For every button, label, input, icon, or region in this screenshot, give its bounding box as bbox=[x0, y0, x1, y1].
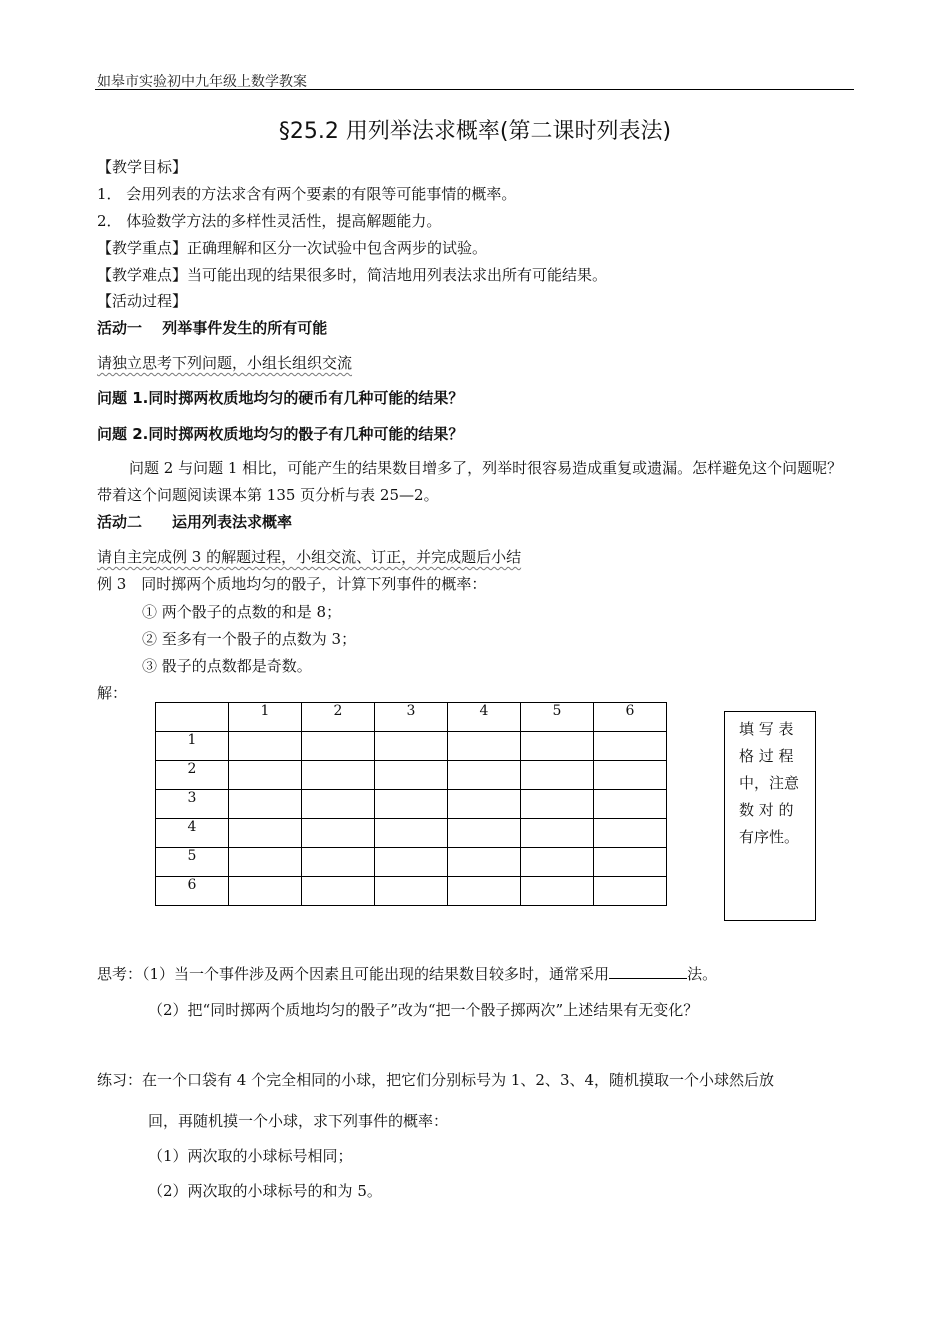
table-cell[interactable] bbox=[448, 877, 521, 906]
example-item: ① 两个骰子的点数的和是 8； bbox=[142, 603, 342, 621]
process-label: 【活动过程】 bbox=[97, 292, 188, 310]
activity1-paragraph bbox=[97, 455, 855, 509]
page-title: §25.2 用列举法求概率(第二课时列表法) bbox=[278, 119, 672, 144]
table-cell[interactable] bbox=[302, 790, 375, 819]
think-q2: （2）把“同时掷两个质地均匀的骰子”改为“把一个骰子掷两次”上述结果有无变化？ bbox=[148, 1001, 699, 1019]
table-cell[interactable] bbox=[521, 848, 594, 877]
table-cell[interactable] bbox=[375, 819, 448, 848]
activity2-instruction: 请自主完成例 3 的解题过程，小组交流、订正，并完成题后小结 bbox=[97, 548, 522, 566]
col-header: 4 bbox=[448, 703, 521, 732]
table-cell[interactable] bbox=[521, 819, 594, 848]
table-cell[interactable] bbox=[229, 877, 302, 906]
difficulty: 【教学难点】当可能出现的结果很多时，简洁地用列表法求出所有可能结果。 bbox=[97, 266, 608, 284]
table-cell[interactable] bbox=[375, 732, 448, 761]
table-cell[interactable] bbox=[448, 790, 521, 819]
table-cell[interactable] bbox=[521, 761, 594, 790]
table-cell[interactable] bbox=[229, 848, 302, 877]
table-cell[interactable] bbox=[229, 790, 302, 819]
row-header: 6 bbox=[156, 877, 229, 906]
dice-table bbox=[155, 702, 667, 906]
think-q1-suffix: 法。 bbox=[687, 965, 718, 983]
table-cell[interactable] bbox=[594, 819, 667, 848]
goals-label: 【教学目标】 bbox=[97, 158, 188, 176]
col-header: 2 bbox=[302, 703, 375, 732]
table-cell[interactable] bbox=[375, 877, 448, 906]
table-cell[interactable] bbox=[594, 848, 667, 877]
header-rule bbox=[95, 89, 854, 90]
table-cell[interactable] bbox=[521, 732, 594, 761]
activity1-heading: 活动一 列举事件发生的所有可能 bbox=[97, 319, 328, 337]
table-cell[interactable] bbox=[302, 732, 375, 761]
table-cell[interactable] bbox=[521, 790, 594, 819]
goal-item: 2． 体验数学方法的多样性灵活性，提高解题能力。 bbox=[97, 212, 442, 230]
example-item: ② 至多有一个骰子的点数为 3； bbox=[142, 630, 357, 648]
table-cell[interactable] bbox=[229, 819, 302, 848]
table-cell[interactable] bbox=[448, 819, 521, 848]
solution-label: 解： bbox=[97, 684, 128, 702]
table-row bbox=[156, 732, 667, 761]
table-cell[interactable] bbox=[594, 732, 667, 761]
table-cell[interactable] bbox=[594, 761, 667, 790]
table-cell[interactable] bbox=[594, 877, 667, 906]
key-point: 【教学重点】正确理解和区分一次试验中包含两步的试验。 bbox=[97, 239, 488, 257]
col-header: 3 bbox=[375, 703, 448, 732]
header-school: 如皋市实验初中九年级上数学教案 bbox=[97, 74, 307, 90]
table-cell[interactable] bbox=[302, 848, 375, 877]
think-q1 bbox=[97, 963, 717, 984]
table-cell[interactable] bbox=[302, 877, 375, 906]
row-header: 4 bbox=[156, 819, 229, 848]
example-item: ③ 骰子的点数都是奇数。 bbox=[142, 657, 312, 675]
table-row bbox=[156, 790, 667, 819]
note-box: 填 写 表 格 过 程 中，注意 数 对 的 有序性。 bbox=[724, 711, 816, 921]
activity2-heading: 活动二 运用列表法求概率 bbox=[97, 513, 293, 531]
goal-item: 1． 会用列表的方法求含有两个要素的有限等可能事情的概率。 bbox=[97, 185, 517, 203]
col-header: 1 bbox=[229, 703, 302, 732]
table-cell[interactable] bbox=[375, 761, 448, 790]
activity1-instruction: 请独立思考下列问题，小组长组织交流 bbox=[97, 354, 353, 372]
row-header: 5 bbox=[156, 848, 229, 877]
table-cell[interactable] bbox=[302, 761, 375, 790]
table-row bbox=[156, 848, 667, 877]
answer-blank[interactable] bbox=[609, 964, 687, 979]
table-cell[interactable] bbox=[229, 732, 302, 761]
table-cell[interactable] bbox=[521, 877, 594, 906]
col-header: 5 bbox=[521, 703, 594, 732]
col-header: 6 bbox=[594, 703, 667, 732]
table-cell[interactable] bbox=[448, 732, 521, 761]
question-2: 问题 2.同时掷两枚质地均匀的骰子有几种可能的结果？ bbox=[97, 425, 464, 443]
table-cell[interactable] bbox=[229, 761, 302, 790]
table-row bbox=[156, 819, 667, 848]
table-cell[interactable] bbox=[594, 790, 667, 819]
row-header: 2 bbox=[156, 761, 229, 790]
table-corner-cell bbox=[156, 703, 229, 732]
row-header: 1 bbox=[156, 732, 229, 761]
practice-line2: 回，再随机摸一个小球，求下列事件的概率： bbox=[148, 1112, 449, 1130]
table-cell[interactable] bbox=[302, 819, 375, 848]
think-q1-prefix: 思考：（1）当一个事件涉及两个因素且可能出现的结果数目较多时，通常采用 bbox=[97, 965, 610, 983]
table-header-row bbox=[156, 703, 667, 732]
table-row bbox=[156, 761, 667, 790]
table-cell[interactable] bbox=[448, 848, 521, 877]
table-row bbox=[156, 877, 667, 906]
table-cell[interactable] bbox=[375, 848, 448, 877]
table-cell[interactable] bbox=[448, 761, 521, 790]
practice-item: （2）两次取的小球标号的和为 5。 bbox=[148, 1182, 382, 1200]
row-header: 3 bbox=[156, 790, 229, 819]
table-cell[interactable] bbox=[375, 790, 448, 819]
question-1: 问题 1.同时掷两枚质地均匀的硬币有几种可能的结果？ bbox=[97, 389, 464, 407]
practice-line1: 练习：在一个口袋有 4 个完全相同的小球，把它们分别标号为 1、2、3、4，随机摸取一个小球然后放 bbox=[97, 1071, 775, 1089]
practice-item: （1）两次取的小球标号相同； bbox=[148, 1147, 353, 1165]
example-3: 例 3 同时掷两个质地均匀的骰子，计算下列事件的概率： bbox=[97, 575, 487, 593]
activity1-paragraph-text: 问题 2 与问题 1 相比，可能产生的结果数目增多了，列举时很容易造成重复或遗漏。怎样避免这个问题呢？带着这个问题阅读课本第 135 页分析与表 25—2。 bbox=[97, 459, 843, 504]
